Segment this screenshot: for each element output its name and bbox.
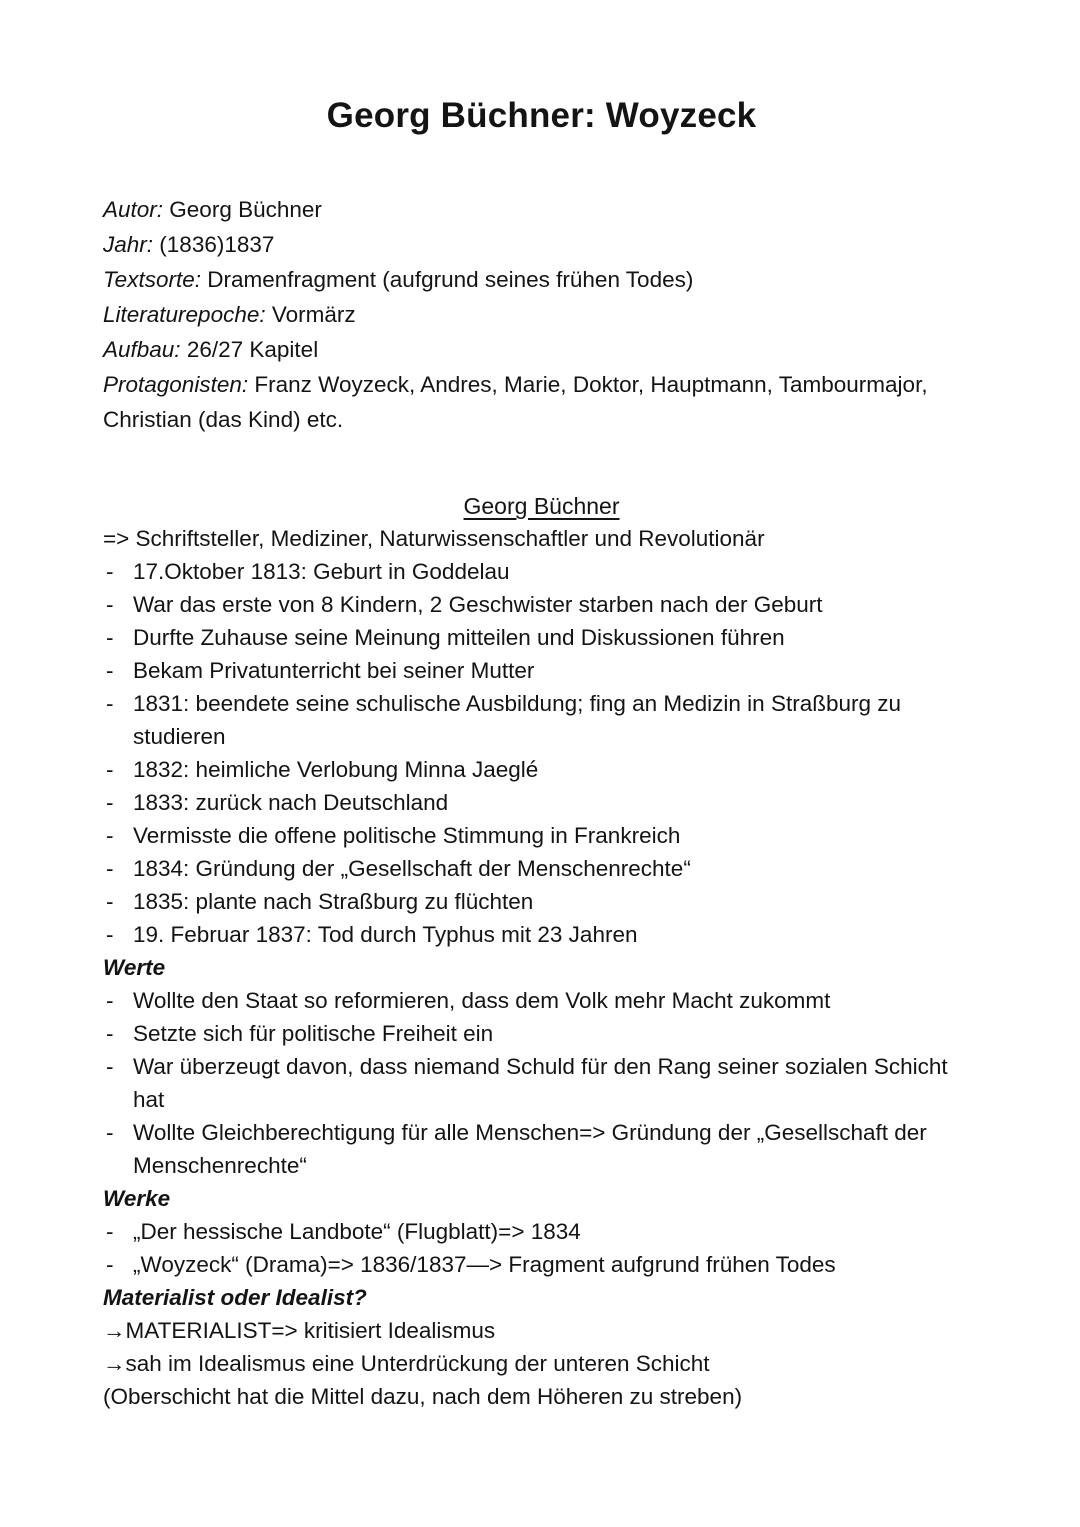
bullet-dash: - [106,1054,114,1079]
materialist-block [103,1314,980,1413]
list-item [103,786,980,819]
werte-list [103,984,980,1182]
list-item-text: 1833: zurück nach Deutschland [133,790,449,815]
meta-line-jahr [103,227,980,262]
meta-value: 26/27 Kapitel [186,337,319,362]
list-item [103,984,980,1017]
bullet-dash: - [106,790,114,815]
meta-label: Literaturepoche: [103,302,266,327]
meta-label: Textsorte: [103,267,201,292]
list-item [103,1050,980,1116]
meta-label: Autor: [103,197,164,222]
meta-label: Jahr: [103,232,154,257]
list-item-text: Setzte sich für politische Freiheit ein [133,1021,494,1046]
bullet-dash: - [106,922,114,947]
list-item-text: 1831: beendete seine schulische Ausbildung; fing an Medizin in Straßburg zu studieren [133,691,901,749]
meta-line-literaturepoche [103,297,980,332]
meta-label: Protagonisten: [103,372,249,397]
list-item [103,918,980,951]
meta-line-protagonisten [103,367,980,437]
list-item [103,1215,980,1248]
list-item-text: 1835: plante nach Straßburg zu flüchten [133,889,534,914]
bullet-dash: - [106,658,114,683]
bio-list [103,555,980,951]
list-item [103,819,980,852]
meta-label: Aufbau: [103,337,181,362]
list-item-text: Bekam Privatunterricht bei seiner Mutter [133,658,535,683]
meta-value: Dramenfragment (aufgrund seines frühen Todes) [207,267,694,292]
bullet-dash: - [106,856,114,881]
bullet-dash: - [106,559,114,584]
list-item-text: 19. Februar 1837: Tod durch Typhus mit 23 Jahren [133,922,638,947]
list-item [103,1017,980,1050]
materialist-line: (Oberschicht hat die Mittel dazu, nach dem Höheren zu streben) [103,1384,743,1409]
materialist-line: →sah im Idealismus eine Unterdrückung der unteren Schicht [103,1351,710,1376]
list-item-text: „Der hessische Landbote“ (Flugblatt)=> 1834 [133,1219,581,1244]
list-item [103,753,980,786]
list-item [103,687,980,753]
meta-value: Franz Woyzeck, Andres, Marie, Doktor, Hauptmann, Tambourmajor, Christian (das Kind) etc. [103,372,928,432]
meta-line-aufbau [103,332,980,367]
meta-value: (1836)1837 [159,232,275,257]
list-item-text: 1834: Gründung der „Gesellschaft der Menschenrechte“ [133,856,691,881]
materialist-line: →MATERIALIST=> kritisiert Idealismus [103,1318,496,1343]
list-item-text: „Woyzeck“ (Drama)=> 1836/1837—> Fragment aufgrund frühen Todes [133,1252,836,1277]
bullet-dash: - [106,1021,114,1046]
meta-value: Vormärz [271,302,356,327]
bullet-dash: - [106,691,114,716]
werte-heading: Werte [103,955,166,980]
meta-line-textsorte [103,262,980,297]
werke-list [103,1215,980,1281]
list-item-text: Wollte den Staat so reformieren, dass dem Volk mehr Macht zukommt [133,988,831,1013]
list-item [103,555,980,588]
list-item [103,588,980,621]
list-item-text: Durfte Zuhause seine Meinung mitteilen und Diskussionen führen [133,625,785,650]
list-item [103,654,980,687]
bullet-dash: - [106,823,114,848]
bullet-dash: - [106,889,114,914]
meta-line-autor [103,192,980,227]
bullet-dash: - [106,988,114,1013]
bullet-dash: - [106,625,114,650]
materialist-heading: Materialist oder Idealist? [103,1285,367,1310]
bullet-dash: - [106,592,114,617]
bullet-dash: - [106,1120,114,1145]
bullet-dash: - [106,1219,114,1244]
meta-value: Georg Büchner [169,197,322,222]
werke-heading: Werke [103,1186,171,1211]
section-heading: Georg Büchner [463,493,620,519]
bullet-dash: - [106,1252,114,1277]
section-intro: => Schriftsteller, Mediziner, Naturwissenschaftler und Revolutionär [103,526,765,551]
list-item [103,1248,980,1281]
list-item [103,621,980,654]
list-item-text: War überzeugt davon, dass niemand Schuld für den Rang seiner sozialen Schicht hat [133,1054,948,1112]
list-item-text: War das erste von 8 Kindern, 2 Geschwister starben nach der Geburt [133,592,823,617]
page-title: Georg Büchner: Woyzeck [326,96,757,135]
list-item-text: Vermisste die offene politische Stimmung in Frankreich [133,823,681,848]
list-item-text: 17.Oktober 1813: Geburt in Goddelau [133,559,510,584]
list-item [103,885,980,918]
metadata-block [103,192,980,437]
bullet-dash: - [106,757,114,782]
list-item-text: Wollte Gleichberechtigung für alle Menschen=> Gründung der „Gesellschaft der Menschenrechte“ [133,1120,927,1178]
list-item [103,852,980,885]
list-item-text: 1832: heimliche Verlobung Minna Jaeglé [133,757,539,782]
list-item [103,1116,980,1182]
